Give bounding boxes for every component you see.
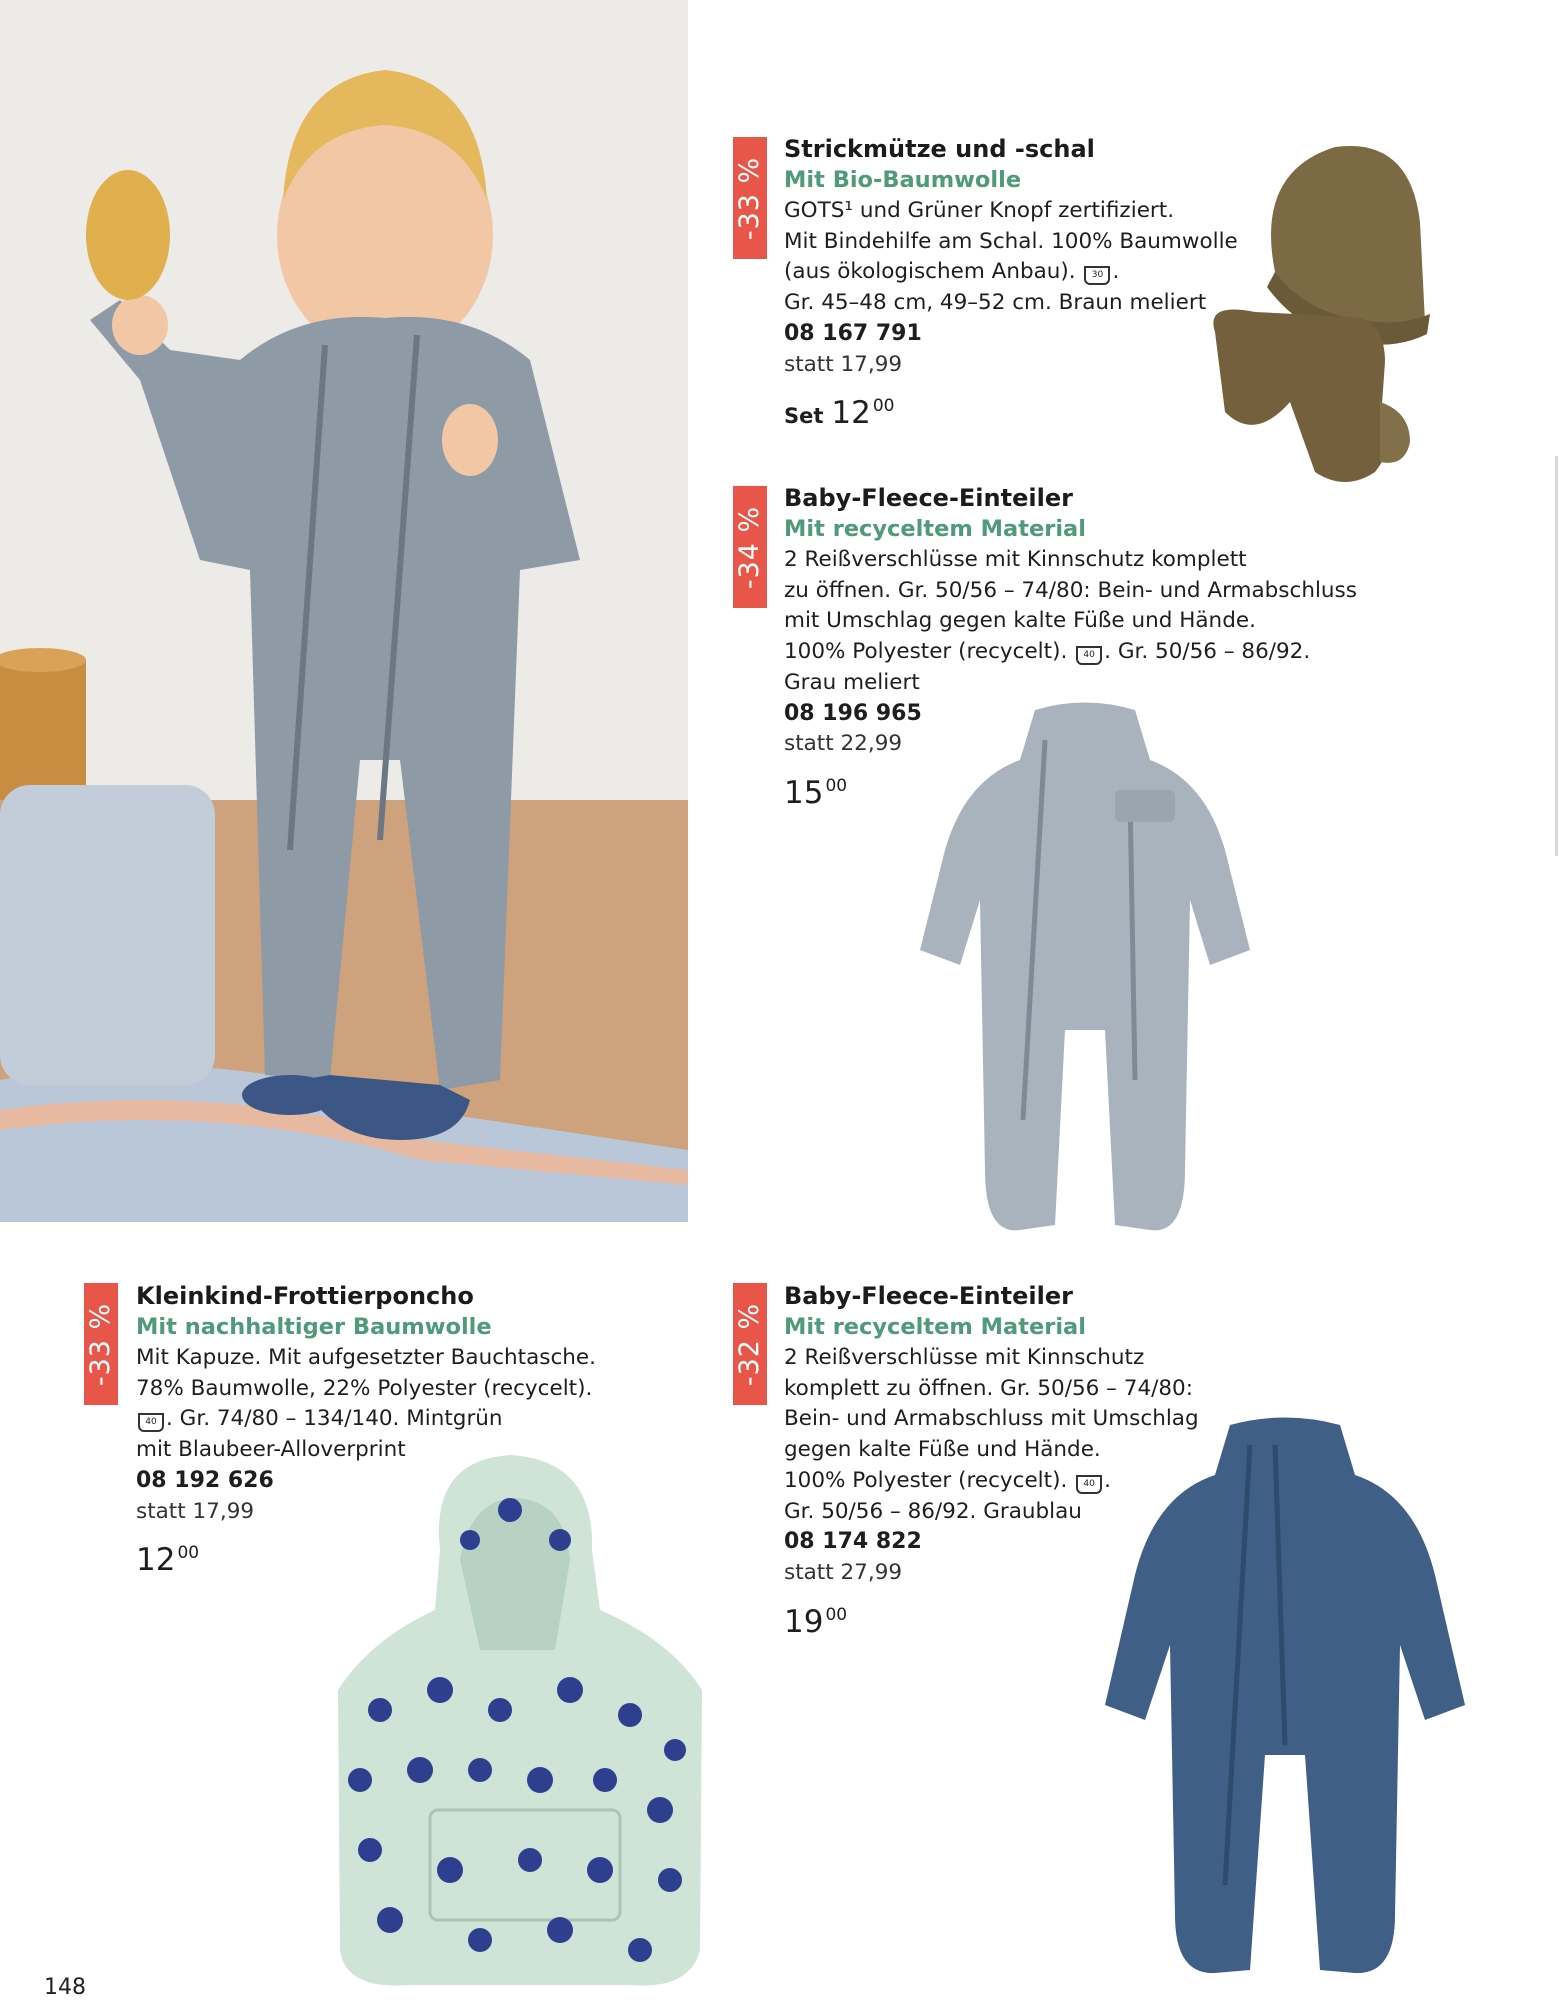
baby-photo-illustration: [0, 0, 688, 1222]
product-detail-line: Grau meliert: [784, 669, 920, 695]
product-detail-line: zu öffnen. Gr. 50/56 – 74/80: Bein- und Armabschluss: [784, 577, 1357, 603]
old-price: statt 27,99: [784, 1559, 903, 1585]
product-detail-line: 100% Polyester (recycelt). 40 . Gr. 50/56 – 86/92.: [784, 639, 1311, 665]
knit-hat-and-scarf-image: [1195, 142, 1475, 492]
product-detail-line: gegen kalte Füße und Hände.: [784, 1437, 1101, 1463]
old-price: statt 17,99: [784, 351, 903, 377]
grey-fleece-onesie-image: [905, 700, 1265, 1240]
product-detail-line: 2 Reißverschlüsse mit Kinnschutz: [784, 1345, 1145, 1370]
old-price: statt 17,99: [136, 1498, 255, 1524]
product-detail-line: Gr. 45–48 cm, 49–52 cm. Braun meliert: [784, 290, 1207, 316]
product-detail-line: Mit Bindehilfe am Schal. 100% Baumwolle: [784, 228, 1238, 254]
product-detail-line: Bein- und Armabschluss mit Umschlag: [784, 1406, 1199, 1432]
discount-badge: -34 %: [733, 486, 767, 608]
product-detail-line: mit Blaubeer-Alloverprint: [136, 1437, 406, 1463]
wash-40-icon: 40: [138, 1413, 164, 1432]
product-subtitle: Mit recyceltem Material: [784, 516, 1086, 542]
product-detail-line: 100% Polyester (recycelt). 40 .: [784, 1467, 1111, 1493]
product-title: Baby-Fleece-Einteiler: [784, 484, 1073, 512]
wash-40-icon: 40: [1076, 646, 1102, 665]
wash-30-icon: 30: [1084, 266, 1110, 285]
article-number: 08 196 965: [784, 700, 922, 726]
product-card-strickmuetze[interactable]: [784, 134, 1238, 434]
page-edge-divider: [1555, 456, 1558, 856]
product-detail-line: 40 . Gr. 74/80 – 134/140. Mintgrün: [136, 1404, 616, 1435]
product-title: Strickmütze und -schal: [784, 135, 1095, 163]
product-detail-line: Mit Kapuze. Mit aufgesetzter Bauchtasche.: [136, 1345, 596, 1370]
product-detail-line: komplett zu öffnen. Gr. 50/56 – 74/80:: [784, 1375, 1193, 1401]
product-detail-line: mit Umschlag gegen kalte Füße und Hände.: [784, 608, 1256, 634]
old-price: statt 22,99: [784, 731, 903, 757]
blueberry-poncho-image: [330, 1450, 710, 1990]
wash-40-icon: 40: [1076, 1475, 1102, 1494]
article-number: 08 192 626: [136, 1467, 274, 1493]
hero-photo: [0, 0, 688, 1222]
product-title: Kleinkind-Frottierponcho: [136, 1282, 474, 1310]
price: 12 $^{00}$: [136, 1542, 200, 1579]
blue-fleece-onesie-image: [1100, 1415, 1470, 1980]
product-detail-line: (aus ökologischem Anbau). 30 .: [784, 259, 1120, 285]
price: 19 $^{00}$: [784, 1603, 848, 1640]
product-subtitle: Mit recyceltem Material: [784, 1314, 1086, 1340]
discount-badge: -32 %: [733, 1283, 767, 1405]
product-subtitle: Mit nachhaltiger Baumwolle: [136, 1314, 492, 1340]
product-title: Baby-Fleece-Einteiler: [784, 1282, 1073, 1310]
product-detail-line: Gr. 50/56 – 86/92. Graublau: [784, 1498, 1082, 1524]
discount-badge: -33 %: [733, 137, 767, 259]
product-subtitle: Mit Bio-Baumwolle: [784, 167, 1022, 193]
price: Set 12 $^{00}$: [784, 395, 895, 432]
article-number: 08 167 791: [784, 320, 922, 346]
page-number: 148: [44, 1975, 86, 2000]
article-number: 08 174 822: [784, 1529, 922, 1555]
discount-badge: -33 %: [84, 1283, 118, 1405]
product-detail-line: 2 Reißverschlüsse mit Kinnschutz komplett: [784, 547, 1247, 572]
product-detail-line: 78% Baumwolle, 22% Polyester (recycelt).: [136, 1375, 593, 1401]
product-detail-line: GOTS¹ und Grüner Knopf zertifiziert.: [784, 198, 1175, 223]
price: 15 $^{00}$: [784, 774, 848, 811]
